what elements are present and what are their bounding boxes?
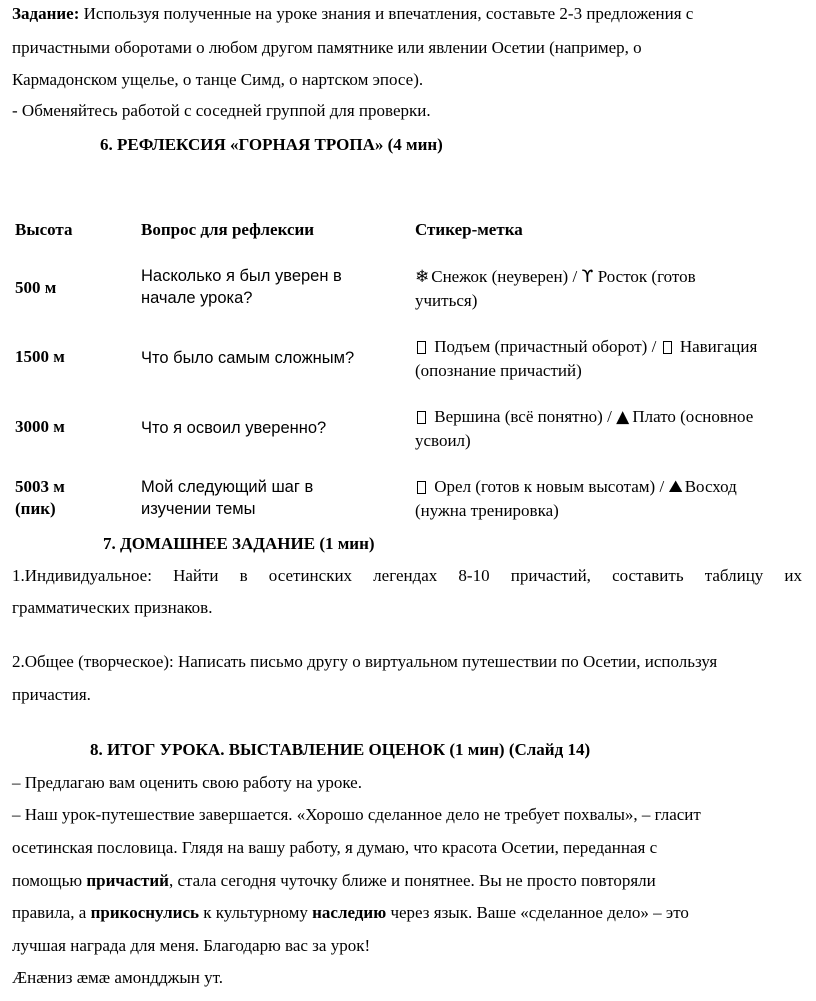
bold-term: прикоснулись (90, 903, 199, 922)
word: их (784, 566, 803, 585)
section-8-title: 8. ИТОГ УРОКА. ВЫСТАВЛЕНИЕ ОЦЕНОК (1 мин) (Слайд 14) (90, 740, 591, 759)
row-3-sticker (415, 405, 753, 453)
table-header-question: Вопрос для рефлексии (141, 220, 315, 239)
row-2-sticker-b: Навигация (679, 337, 758, 356)
sprout-icon: ϒ (581, 267, 594, 287)
summary-line-7: Ӕнӕниз ӕмӕ амондджын ут. (12, 968, 224, 987)
row-1-question (141, 265, 342, 309)
row-4-sticker (415, 475, 737, 523)
text: через язык. Ваше «сделанное дело» – это (386, 903, 689, 922)
summary-line-3: осетинская пословица. Глядя на вашу работу, я думаю, что красота Осетии, переданная с (12, 838, 658, 857)
summary-line-5 (12, 896, 689, 929)
row-1-question-line-1: Насколько я был уверен в (141, 267, 342, 285)
summary-line-6: лучшая награда для меня. Благодарю вас за урок! (12, 936, 371, 955)
sunrise-icon: ⛰ (668, 477, 683, 497)
row-2-sticker (415, 335, 757, 383)
summary-line-4 (12, 864, 656, 897)
row-4-height (15, 476, 65, 520)
homework-item-1-line-1 (12, 559, 802, 592)
row-1-sticker-line-2: учиться) (415, 291, 478, 310)
word: таблицу (704, 566, 764, 585)
row-4-height-line-2: (пик) (15, 499, 56, 518)
word: в (239, 566, 248, 585)
row-4-sticker-line-2: (нужна тренировка) (415, 501, 559, 520)
row-1-sticker (415, 265, 696, 313)
row-2-sticker-a: Подъем (причастный оборот) / (434, 337, 657, 356)
word: осетинских (268, 566, 353, 585)
summary-line-2: – Наш урок-путешествие завершается. «Хорошо сделанное дело не требует похвалы», – гласит (12, 805, 701, 824)
text: , стала сегодня чуточку ближе и понятнее. Вы не просто повторяли (168, 871, 656, 890)
homework-item-1-line-2: грамматических признаков. (12, 598, 213, 617)
snowflake-icon: ❄ (415, 267, 430, 286)
row-4-height-line-1: 5003 м (15, 477, 65, 496)
row-3-sticker-b: Плато (основное (632, 407, 754, 426)
word: Найти (173, 566, 219, 585)
row-2-sticker-line-2: (опознание причастий) (415, 361, 582, 380)
box-icon (417, 481, 426, 494)
task-label: Задание: (12, 4, 80, 23)
homework-item-2-line-2: причастия. (12, 685, 91, 704)
box-icon (663, 341, 672, 354)
section-7-title: 7. ДОМАШНЕЕ ЗАДАНИЕ (1 мин) (103, 534, 375, 553)
box-icon (417, 341, 426, 354)
word: причастий, (510, 566, 591, 585)
row-3-sticker-a: Вершина (всё понятно) / (434, 407, 612, 426)
row-4-question (141, 476, 313, 520)
task-line-2: причастными оборотами о любом другом памятнике или явлении Осетии (например, о (12, 38, 642, 57)
homework-item-2-line-1: 2.Общее (творческое): Написать письмо другу о виртуальном путешествии по Осетии, используя (12, 652, 718, 671)
task-text-1: Используя полученные на уроке знания и впечатления, составьте 2-3 предложения с (83, 4, 694, 23)
task-line-4: - Обменяйтесь работой с соседней группой для проверки. (12, 101, 431, 120)
text: правила, а (12, 903, 91, 922)
mountain-icon: ▲ (616, 407, 630, 427)
bold-term: причастий (86, 871, 169, 890)
row-4-question-line-2: изучении темы (141, 500, 256, 518)
word: 1.Индивидуальное: (12, 566, 152, 585)
row-2-height: 1500 м (15, 347, 65, 366)
task-line-1 (12, 0, 693, 30)
section-6-title: 6. РЕФЛЕКСИЯ «ГОРНАЯ ТРОПА» (4 мин) (100, 135, 443, 154)
row-1-question-line-2: начале урока? (141, 289, 253, 307)
word: легендах (373, 566, 438, 585)
row-3-question: Что я освоил уверенно? (141, 419, 327, 437)
word: составить (612, 566, 684, 585)
row-2-question: Что было самым сложным? (141, 349, 355, 367)
row-4-question-line-1: Мой следующий шаг в (141, 478, 314, 496)
bold-term: наследию (312, 903, 387, 922)
table-header-height: Высота (15, 220, 73, 239)
box-icon (417, 411, 426, 424)
row-3-sticker-line-2: усвоил) (415, 431, 471, 450)
row-1-height: 500 м (15, 278, 57, 297)
summary-line-1: – Предлагаю вам оценить свою работу на уроке. (12, 773, 362, 792)
word: 8-10 (458, 566, 490, 585)
row-1-sticker-a: Снежок (неуверен) / (431, 267, 578, 286)
row-4-sticker-b: Восход (684, 477, 737, 496)
task-line-3: Кармадонском ущелье, о танце Симд, о нартском эпосе). (12, 70, 424, 89)
row-4-sticker-a: Орел (готов к новым высотам) / (434, 477, 665, 496)
text: помощью (12, 871, 87, 890)
row-1-sticker-b: Росток (готов (597, 267, 696, 286)
text: к культурному (199, 903, 313, 922)
row-3-height: 3000 м (15, 417, 65, 436)
table-header-sticker: Стикер-метка (415, 220, 523, 239)
